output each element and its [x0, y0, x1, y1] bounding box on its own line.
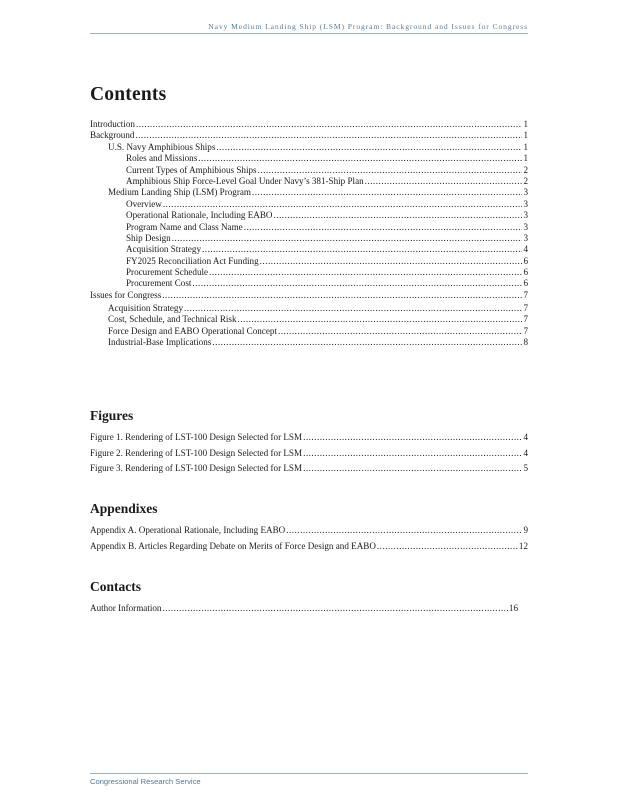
- toc-entry[interactable]: [90, 130, 528, 141]
- toc-entry-label: Appendix A. Operational Rationale, Including EABO: [90, 525, 286, 535]
- footer-rule: [90, 773, 528, 774]
- toc-entry[interactable]: [90, 256, 528, 267]
- dot-leader: [238, 314, 523, 325]
- dot-leader: [303, 430, 522, 446]
- toc-entry-label: Medium Landing Ship (LSM) Program: [108, 187, 251, 198]
- dot-leader: [192, 278, 522, 289]
- contents-title: Contents: [90, 84, 167, 105]
- toc-entry[interactable]: [90, 337, 528, 348]
- toc-entry-label: Procurement Cost: [126, 278, 192, 289]
- toc-entry-label: Industrial-Base Implications: [108, 337, 212, 348]
- figures-list: [90, 430, 528, 477]
- toc-entry-page: 4: [523, 432, 528, 442]
- toc-entry-page: 9: [523, 525, 528, 535]
- dot-leader: [162, 601, 507, 617]
- toc-entry-label: Ship Design: [126, 232, 171, 243]
- dot-leader: [377, 539, 518, 555]
- toc-entry-label: Current Types of Amphibious Ships: [126, 164, 257, 175]
- toc-entry-label: Force Design and EABO Operational Concept: [108, 325, 277, 336]
- dot-leader: [216, 142, 522, 153]
- toc-entry-label: U.S. Navy Amphibious Ships: [108, 141, 216, 152]
- appendixes-title: Appendixes: [90, 501, 158, 516]
- dot-leader: [303, 461, 522, 477]
- toc-entry-label: FY2025 Reconciliation Act Funding: [126, 255, 259, 266]
- toc-entry[interactable]: [90, 314, 528, 325]
- toc-entry-page: 4: [523, 447, 528, 458]
- toc-entry-label: Operational Rationale, Including EABO: [126, 210, 273, 221]
- toc-entry[interactable]: [90, 446, 528, 462]
- toc-entry[interactable]: [90, 303, 528, 314]
- toc-entry-page: 16: [508, 603, 518, 613]
- dot-leader: [163, 199, 523, 210]
- toc-entry-page: 7: [523, 289, 528, 300]
- toc-entry-page: 1: [523, 130, 528, 141]
- toc-entry-label: Amphibious Ship Force-Level Goal Under Navy’s 381-Ship Plan: [126, 175, 364, 186]
- toc-entry-label: Acquisition Strategy: [108, 303, 184, 314]
- toc-entry[interactable]: [90, 187, 528, 198]
- toc-entry[interactable]: [90, 233, 528, 244]
- toc-entry-label: Acquisition Strategy: [126, 244, 202, 255]
- toc-entry-label: Figure 2. Rendering of LST-100 Design Selected for LSM: [90, 447, 303, 458]
- toc-entry[interactable]: [90, 210, 528, 221]
- dot-leader: [286, 523, 522, 539]
- toc-entry-page: 1: [523, 153, 528, 164]
- dot-leader: [136, 119, 522, 130]
- toc-entry[interactable]: [90, 244, 528, 255]
- dot-leader: [258, 165, 523, 176]
- appendixes-list: [90, 523, 528, 554]
- dot-leader: [273, 210, 522, 221]
- toc-entry-page: 12: [518, 540, 528, 551]
- toc-entry-label: Figure 1. Rendering of LST-100 Design Selected for LSM: [90, 432, 303, 442]
- toc-entry-page: 3: [523, 232, 528, 243]
- toc-entry[interactable]: [90, 539, 528, 555]
- toc-entry-page: 5: [523, 463, 528, 473]
- dot-leader: [162, 290, 522, 301]
- dot-leader: [209, 267, 522, 278]
- dot-leader: [202, 244, 522, 255]
- toc-entry[interactable]: [90, 290, 528, 301]
- toc-entry-label: Introduction: [90, 119, 135, 129]
- toc-entry[interactable]: [90, 119, 528, 130]
- dot-leader: [278, 326, 523, 337]
- toc-entry-page: 7: [523, 303, 528, 314]
- toc-entry[interactable]: [90, 278, 528, 289]
- dot-leader: [303, 446, 522, 462]
- toc-entry-page: 7: [523, 314, 528, 325]
- toc-entry[interactable]: [90, 461, 528, 477]
- toc-entry-page: 2: [523, 175, 528, 186]
- toc-entry-label: Roles and Missions: [126, 153, 198, 164]
- toc-entry-label: Procurement Schedule: [126, 267, 209, 278]
- toc-entry-page: 3: [523, 221, 528, 232]
- toc-entry[interactable]: [90, 153, 528, 164]
- dot-leader: [172, 233, 523, 244]
- toc-entry[interactable]: [90, 326, 528, 337]
- toc-entry-label: Author Information: [90, 603, 162, 613]
- contacts-list: [90, 601, 528, 617]
- toc-entry[interactable]: [90, 142, 528, 153]
- toc-entry[interactable]: [90, 523, 528, 539]
- running-header: Navy Medium Landing Ship (LSM) Program: Background and Issues for Congress: [208, 22, 528, 31]
- toc-entry-page: 3: [523, 210, 528, 221]
- toc-entry-label: Issues for Congress: [90, 289, 162, 300]
- toc-entry[interactable]: [90, 601, 518, 617]
- contents-list: [90, 119, 528, 349]
- toc-entry-page: 6: [523, 255, 528, 266]
- toc-entry-label: Program Name and Class Name: [126, 221, 243, 232]
- toc-entry-page: 2: [523, 164, 528, 175]
- toc-entry[interactable]: [90, 199, 528, 210]
- dot-leader: [244, 222, 523, 233]
- toc-entry[interactable]: [90, 430, 528, 446]
- dot-leader: [252, 187, 522, 198]
- toc-entry-page: 6: [523, 267, 528, 278]
- toc-entry-page: 6: [523, 278, 528, 289]
- toc-entry[interactable]: [90, 222, 528, 233]
- toc-entry-page: 4: [523, 244, 528, 255]
- toc-entry-label: Background: [90, 130, 135, 141]
- dot-leader: [260, 256, 523, 267]
- toc-entry-page: 3: [523, 198, 528, 209]
- toc-entry[interactable]: [90, 165, 528, 176]
- footer-text: Congressional Research Service: [90, 777, 201, 786]
- header-rule: [90, 33, 528, 34]
- toc-entry-label: Overview: [126, 198, 162, 209]
- dot-leader: [184, 303, 522, 314]
- figures-title: Figures: [90, 408, 134, 423]
- toc-entry-page: 3: [523, 187, 528, 198]
- toc-entry[interactable]: [90, 267, 528, 278]
- contacts-title: Contacts: [90, 579, 141, 594]
- toc-entry-page: 7: [523, 325, 528, 336]
- toc-entry[interactable]: [90, 176, 528, 187]
- toc-entry-page: 8: [523, 337, 528, 348]
- toc-entry-label: Appendix B. Articles Regarding Debate on Merits of Force Design and EABO: [90, 540, 376, 551]
- toc-entry-label: Figure 3. Rendering of LST-100 Design Selected for LSM: [90, 463, 303, 473]
- toc-entry-page: 1: [523, 141, 528, 152]
- dot-leader: [365, 176, 523, 187]
- toc-entry-page: 1: [523, 119, 528, 129]
- dot-leader: [212, 337, 522, 348]
- dot-leader: [198, 153, 522, 164]
- toc-entry-label: Cost, Schedule, and Technical Risk: [108, 314, 237, 325]
- dot-leader: [135, 130, 522, 141]
